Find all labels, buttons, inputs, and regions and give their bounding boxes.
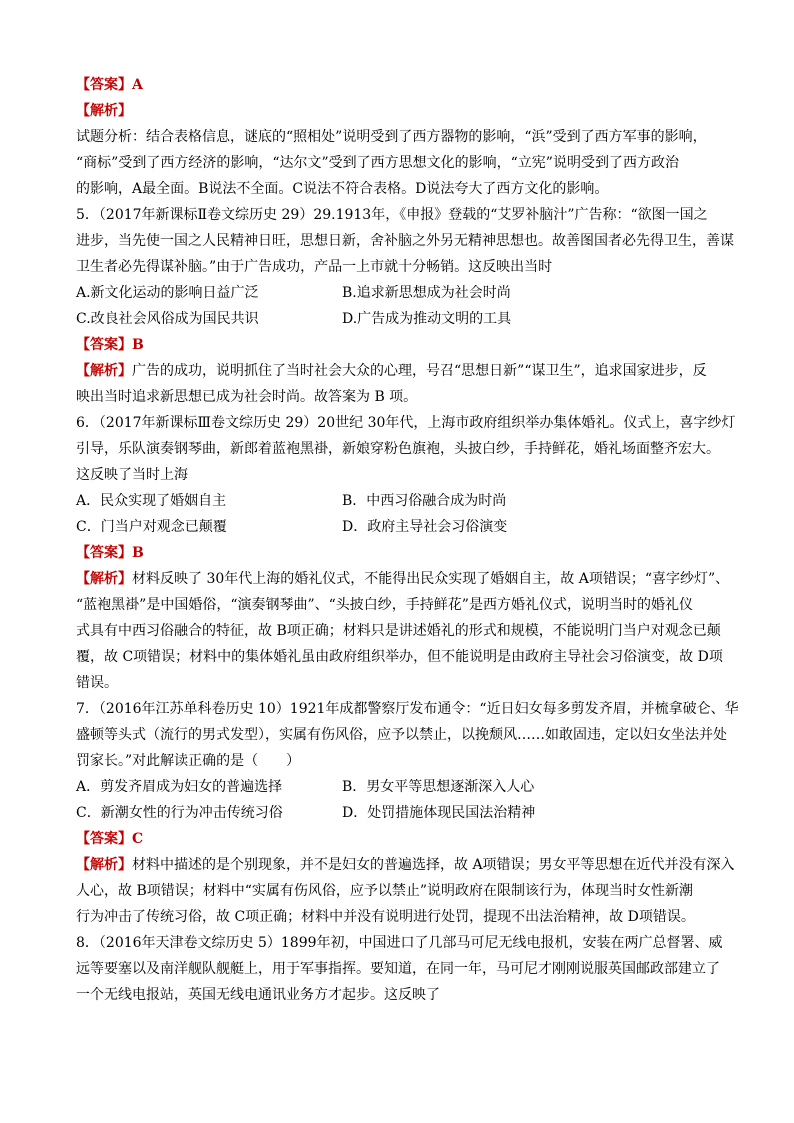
answer-value: C (132, 831, 144, 847)
option-d: D．政府主导社会习俗演变 (342, 519, 508, 535)
option-c: C.改良社会风俗成为国民共识 (76, 311, 259, 327)
answer-tag: 【答案】 (76, 831, 132, 847)
analysis-text: 材料中描述的是个别现象，并不是妇女的普遍选择，故 A项错误；男女平等思想在近代并没有深入 (132, 857, 735, 873)
option-c: C．门当户对观念已颠覆 (76, 519, 227, 535)
analysis-text: 行为冲击了传统习俗，故 C项正确；材料中并没有说明进行处罚，提现不出法治精神，故 D项错误。 (76, 909, 695, 925)
analysis-text: “商标”受到了西方经济的影响，“达尔文”受到了西方思想文化的影响，“立宪”说明受到了西方政治 (76, 155, 679, 171)
question-text: 这反映了当时上海 (76, 467, 188, 483)
answer-line (76, 72, 714, 98)
answer-tag: 【答案】 (76, 77, 132, 93)
answer-value: B (132, 545, 144, 561)
analysis-text: 映出当时追求新思想已成为社会时尚。故答案为 B 项。 (76, 389, 418, 405)
analysis-text: 试题分析：结合表格信息，谜底的“照相处”说明受到了西方器物的影响，“浜”受到了西方军事的影响， (76, 129, 707, 145)
option-d: D.广告成为推动文明的工具 (342, 311, 512, 327)
analysis-tag-line (76, 98, 714, 124)
answer-tag: 【答案】 (76, 337, 132, 353)
analysis-text: 材料反映了 30年代上海的婚礼仪式，不能得出民众实现了婚姻自主，故 A项错误；“喜字纱灯”、 (132, 571, 730, 587)
answer-tag: 【答案】 (76, 545, 132, 561)
answer-line (76, 332, 714, 358)
option-b: B．中西习俗融合成为时尚 (342, 493, 507, 509)
option-c: C．新潮女性的行为冲击传统习俗 (76, 805, 283, 821)
options-row (76, 488, 714, 514)
options-row (76, 306, 714, 332)
option-a: A．剪发齐眉成为妇女的普遍选择 (76, 779, 283, 795)
option-b: B．男女平等思想逐渐深入人心 (342, 779, 535, 795)
analysis-text: 广告的成功，说明抓住了当时社会大众的心理，号召“思想日新”“谋卫生”，追求国家进步，反 (132, 363, 707, 379)
options-row (76, 280, 714, 306)
answer-value: A (132, 77, 143, 93)
question-text: 5．（2017年新课标Ⅱ卷文综历史 29）29.1913年，《申报》登载的“艾罗补脑汁”广告称：“欲图一国之 (76, 207, 708, 223)
options-row (76, 774, 714, 800)
answer-line (76, 540, 714, 566)
analysis-tag: 【解析】 (76, 103, 132, 119)
analysis-text: “蓝袍黑褂”是中国婚俗，“演奏钢琴曲”、“头披白纱，手持鲜花”是西方婚礼仪式，说明当时的婚礼仪 (76, 597, 693, 613)
analysis-text: 人心，故 B项错误；材料中“实属有伤风俗，应予以禁止”说明政府在限制该行为，体现当时女性新潮 (76, 883, 694, 899)
question-text: 引导，乐队演奏钢琴曲，新郎着蓝袍黑褂，新娘穿粉色旗袍，头披白纱，手持鲜花，婚礼场面整齐宏大。 (76, 441, 720, 457)
analysis-tag: 【解析】 (76, 571, 132, 587)
answer-line (76, 826, 714, 852)
answer-value: B (132, 337, 144, 353)
options-row (76, 514, 714, 540)
question-text: 一个无线电报站，英国无线电通讯业务方才起步。这反映了 (76, 987, 440, 1003)
analysis-text: 式具有中西习俗融合的特征，故 B项正确；材料只是讲述婚礼的形式和规模，不能说明门当户对观念已颠 (76, 623, 721, 639)
options-row (76, 800, 714, 826)
analysis-tag: 【解析】 (76, 857, 132, 873)
option-d: D．处罚措施体现民国法治精神 (342, 805, 536, 821)
option-a: A.新文化运动的影响日益广泛 (76, 285, 259, 301)
exam-page (76, 72, 739, 1008)
question-text: 6．（2017年新课标Ⅲ卷文综历史 29）20世纪 30年代，上海市政府组织举办集体婚礼。仪式上，喜字纱灯 (76, 415, 736, 431)
question-text: 罚家长。”对此解读正确的是（ ） (76, 753, 301, 769)
analysis-line (76, 358, 714, 384)
analysis-line (76, 852, 735, 878)
analysis-text: 错误。 (76, 675, 118, 691)
question-text: 卫生者必先得谋补脑。”由于广告成功，产品一上市就十分畅销。这反映出当时 (76, 259, 553, 275)
question-text: 8．（2016年天津卷文综历史 5）1899年初，中国进口了几部马可尼无线电报机，安装在两广总督署、威 (76, 935, 723, 951)
analysis-tag: 【解析】 (76, 363, 132, 379)
option-a: A．民众实现了婚姻自主 (76, 493, 227, 509)
analysis-text: 的影响，A最全面。B说法不全面。C说法不符合表格。D说法夸大了西方文化的影响。 (76, 181, 609, 197)
question-text: 7．（2016年江苏单科卷历史 10）1921年成都警察厅发布通令：“近日妇女每多剪发齐眉，并梳拿破仑、华 (76, 701, 739, 717)
question-text: 盛顿等头式（流行的男式发型），实属有伤风俗，应予以禁止，以挽颓风……如敢固违，定以妇女坐法并处 (76, 727, 727, 743)
analysis-text: 覆，故 C项错误；材料中的集体婚礼虽由政府组织举办，但不能说明是由政府主导社会习俗演变，故 D项 (76, 649, 723, 665)
question-text: 远等要塞以及南洋舰队舰艇上，用于军事指挥。要知道，在同一年，马可尼才刚刚说服英国邮政部建立了 (76, 961, 720, 977)
question-text: 进步，当先使一国之人民精神日旺，思想日新，舍补脑之外另无精神思想也。故善图国者必先得卫生，善谋 (76, 233, 734, 249)
option-b: B.追求新思想成为社会时尚 (342, 285, 511, 301)
analysis-line (76, 566, 730, 592)
